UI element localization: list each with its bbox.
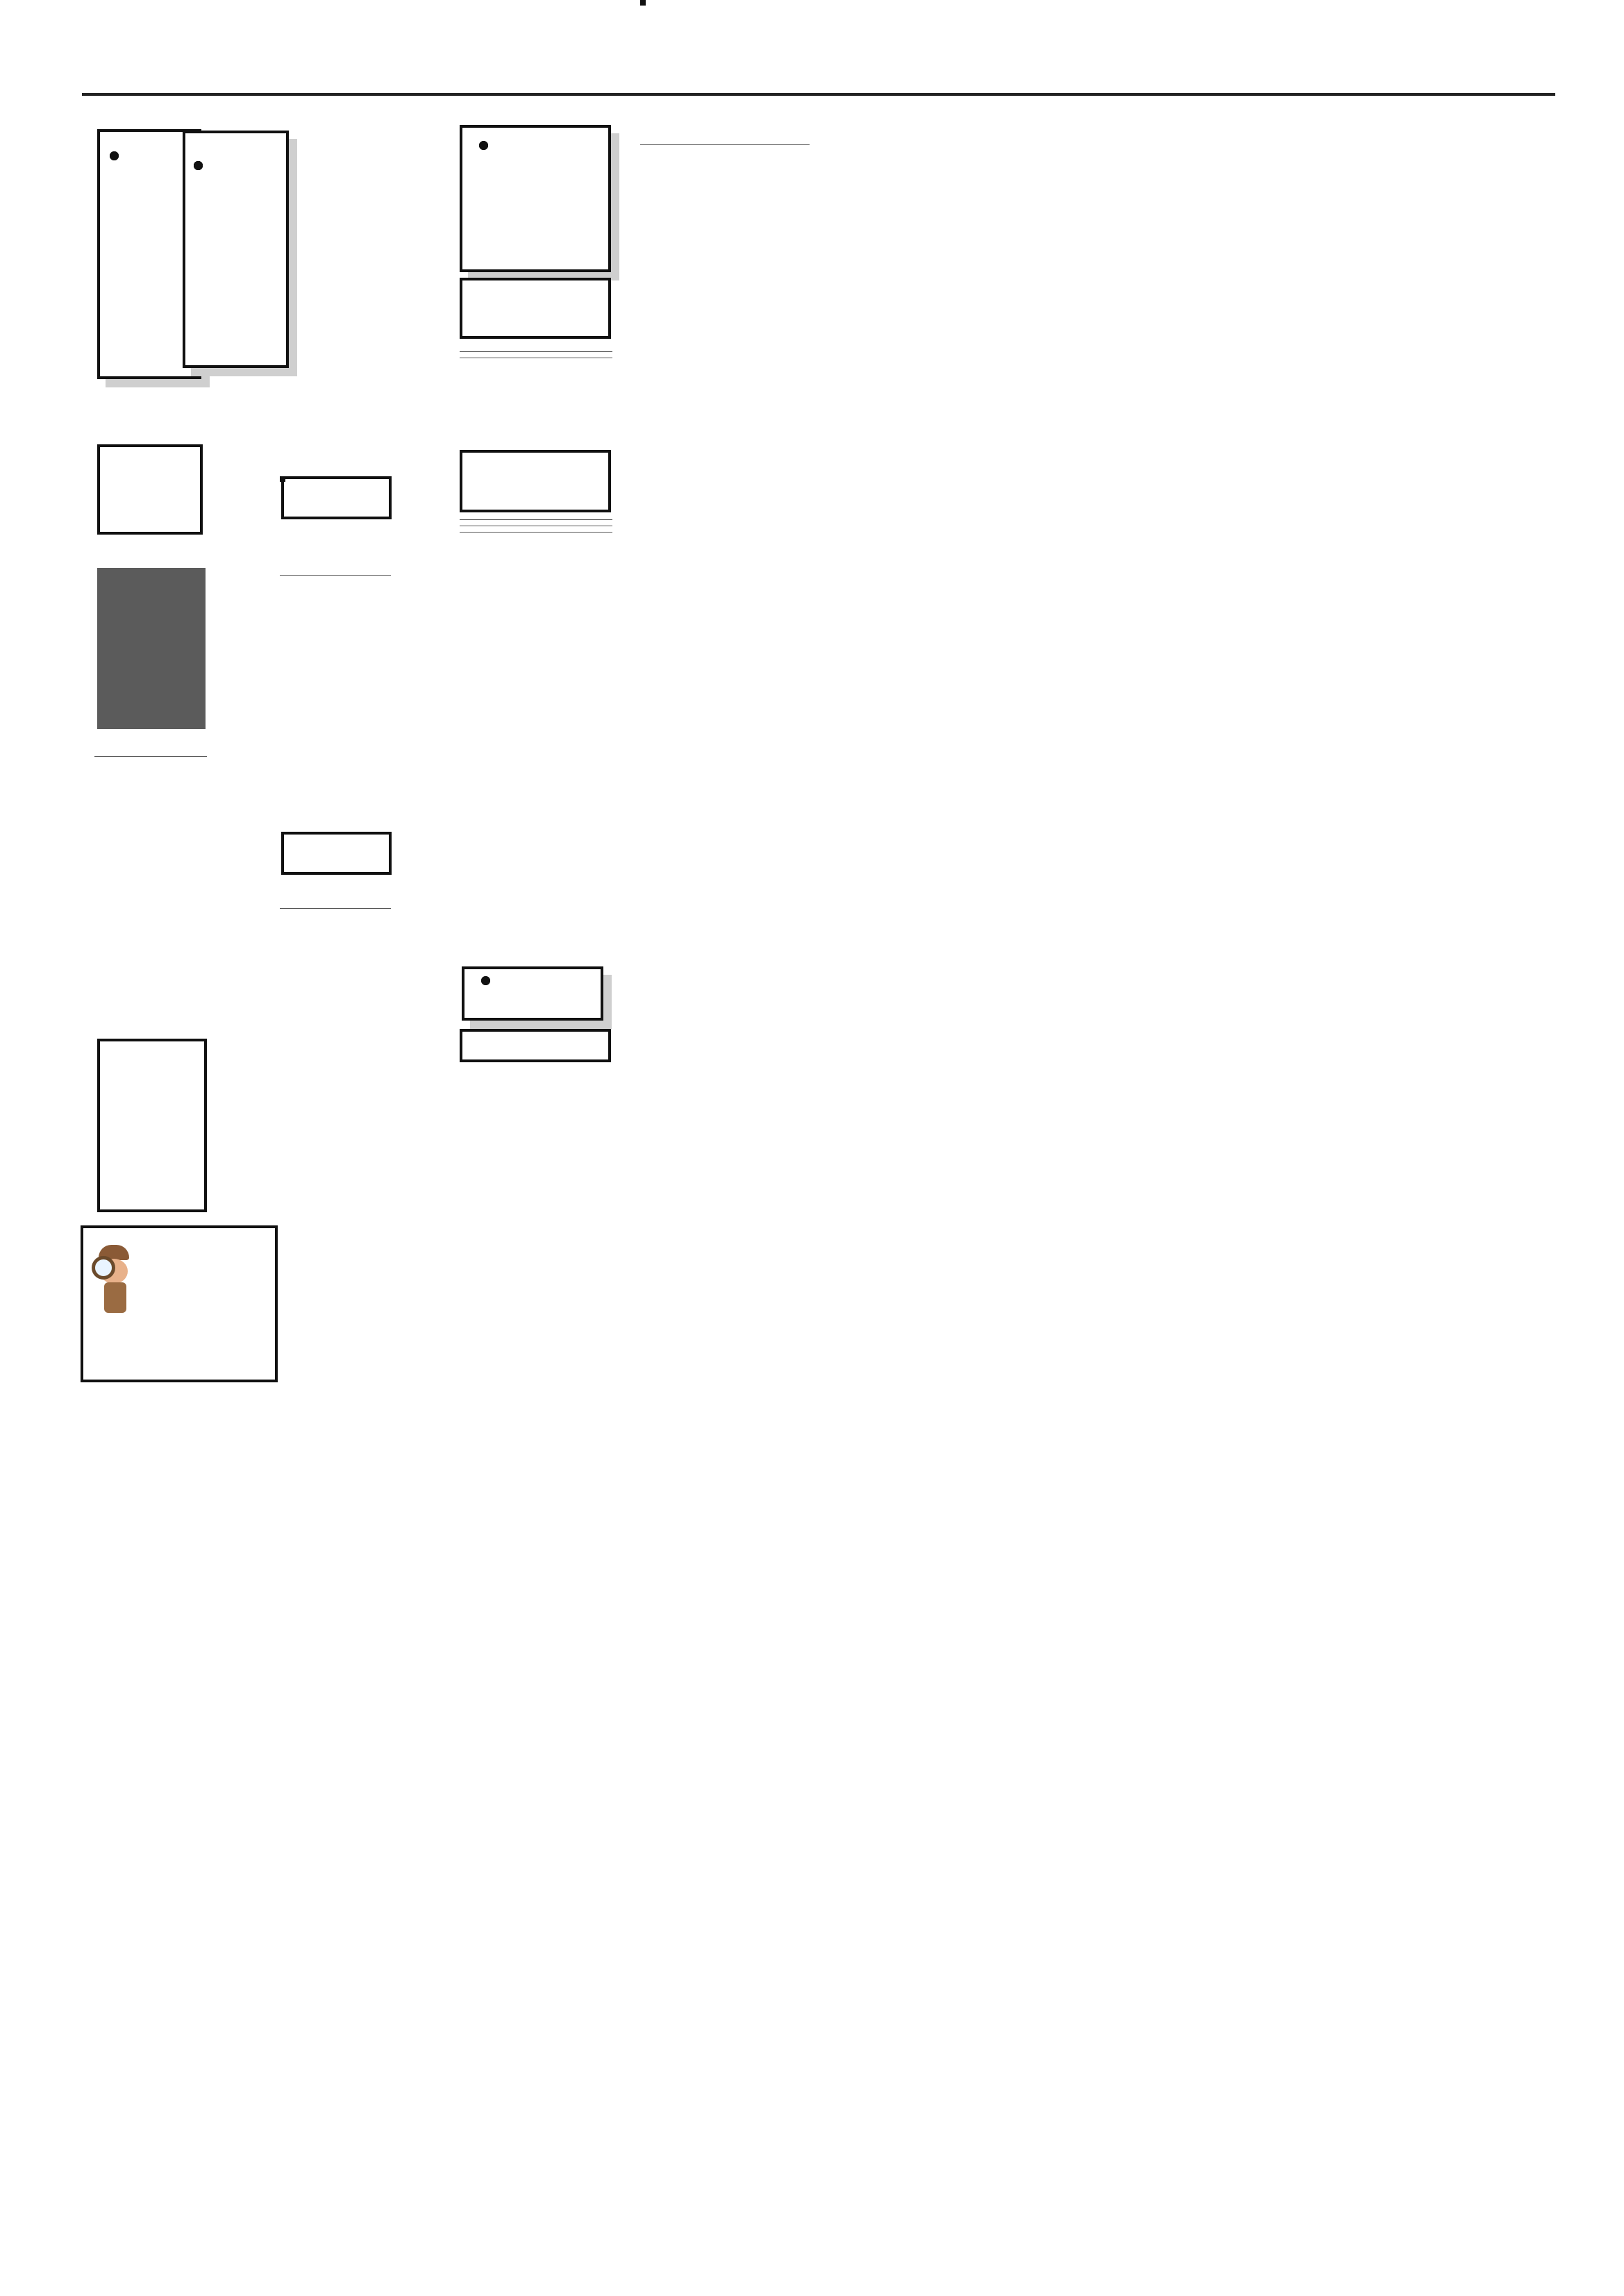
- bridging-cash-ad: [97, 568, 206, 729]
- divorce-auction-notice: [460, 1071, 612, 1080]
- we-pawn-ad: [97, 1039, 207, 1212]
- classified-ad: [460, 519, 612, 520]
- section-0910-box: [460, 1029, 611, 1062]
- page-header: [82, 67, 1555, 96]
- section-0897-box: [460, 450, 611, 512]
- classified-ad: [460, 351, 612, 352]
- detective-icon: [90, 1241, 139, 1317]
- section-0855-header: [281, 832, 392, 875]
- spacer: [271, 129, 377, 379]
- school-vacancy-ad: [280, 555, 391, 576]
- section-0895-box: [460, 278, 611, 339]
- auction-notice-continued: [640, 126, 810, 145]
- affordable-loans-ad: [94, 739, 207, 757]
- gardener-ads: [460, 518, 612, 533]
- domestic-ads: [460, 350, 612, 358]
- employment-box: [460, 125, 611, 272]
- classified-ad: [460, 532, 612, 533]
- legals-box: [462, 966, 603, 1021]
- sales-vacancy-ad: [280, 896, 391, 909]
- section-0850-header: [281, 476, 392, 519]
- section-0650-header: [97, 444, 203, 535]
- vacancy-contact-ad: [81, 1225, 278, 1382]
